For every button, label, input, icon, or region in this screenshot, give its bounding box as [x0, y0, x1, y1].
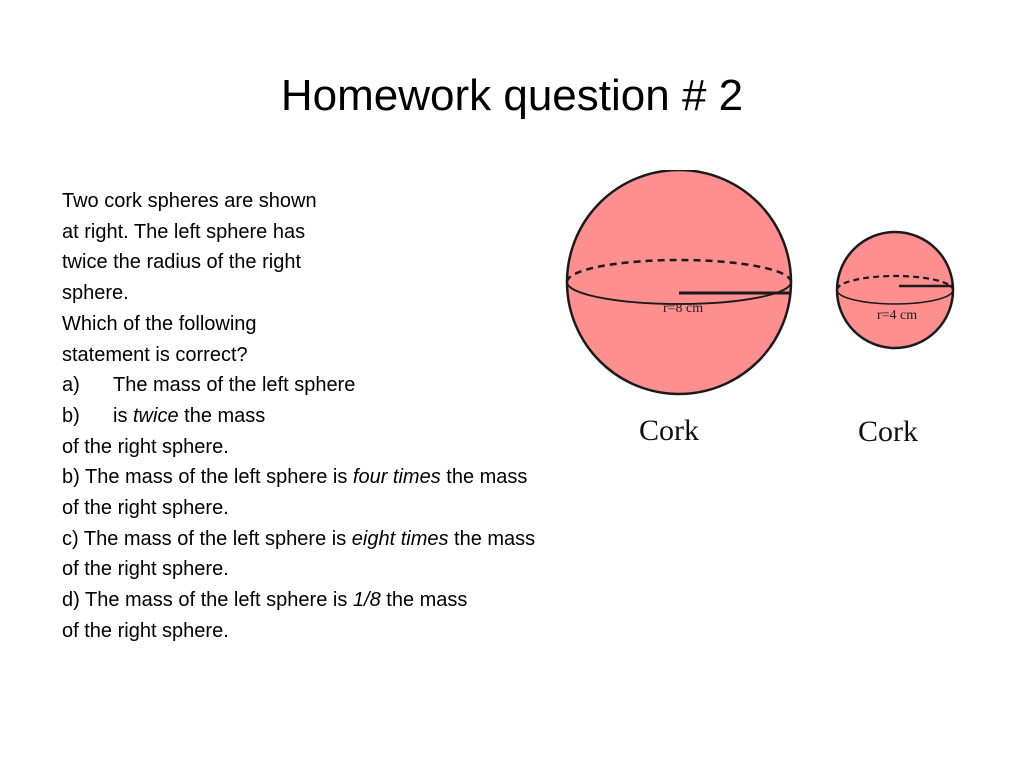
option-c-line — [62, 524, 622, 555]
option-a-line-2 — [62, 401, 622, 432]
right-sphere-body — [837, 232, 953, 348]
option-a-line-1 — [62, 370, 622, 401]
option-a-prefix: is — [113, 404, 133, 427]
option-a-text: The mass of the left sphere — [113, 374, 356, 397]
left-sphere-caption: Cork — [639, 414, 699, 447]
option-c-prefix: c) The mass of the left sphere is — [62, 527, 352, 550]
option-b-marker: b) — [62, 404, 80, 427]
option-d-suffix: the mass — [380, 589, 468, 612]
option-a-tail: of the right sphere. — [62, 435, 229, 458]
cork-spheres-figure — [565, 170, 955, 452]
option-a-emphasis: twice — [133, 404, 179, 427]
option-a-suffix: the mass — [178, 404, 266, 427]
intro-line: at right. The left sphere has — [62, 220, 306, 243]
question-text — [62, 186, 622, 647]
option-c-emphasis: eight times — [351, 527, 449, 550]
option-b-line — [62, 462, 622, 493]
option-b-tail: of the right sphere. — [62, 497, 229, 520]
option-d-line — [62, 585, 622, 616]
spheres-illustration — [565, 170, 955, 452]
right-sphere — [837, 232, 953, 448]
option-d-prefix: d) The mass of the left sphere is — [62, 589, 353, 612]
option-d-emphasis: 1/8 — [352, 589, 381, 612]
intro-line: sphere. — [62, 282, 129, 305]
option-b-emphasis: four times — [352, 466, 441, 489]
option-d-tail: of the right sphere. — [62, 619, 229, 642]
option-b-suffix: the mass — [440, 466, 528, 489]
left-sphere-body — [567, 170, 791, 394]
option-a-marker: a) — [62, 374, 80, 397]
option-b-prefix: b) The mass of the left sphere is — [62, 466, 353, 489]
option-c-tail: of the right sphere. — [62, 558, 229, 581]
right-sphere-radius-label: r=4 cm — [877, 308, 918, 323]
intro-line: Which of the following — [62, 312, 257, 335]
left-sphere-radius-label: r=8 cm — [663, 301, 704, 316]
intro-line: twice the radius of the right — [62, 251, 302, 274]
left-sphere — [567, 170, 791, 447]
intro-line: statement is correct? — [62, 343, 248, 366]
slide-title: Homework question # 2 — [280, 71, 744, 120]
right-sphere-caption: Cork — [858, 415, 918, 448]
option-c-suffix: the mass — [448, 527, 536, 550]
intro-line: Two cork spheres are shown — [62, 190, 317, 212]
